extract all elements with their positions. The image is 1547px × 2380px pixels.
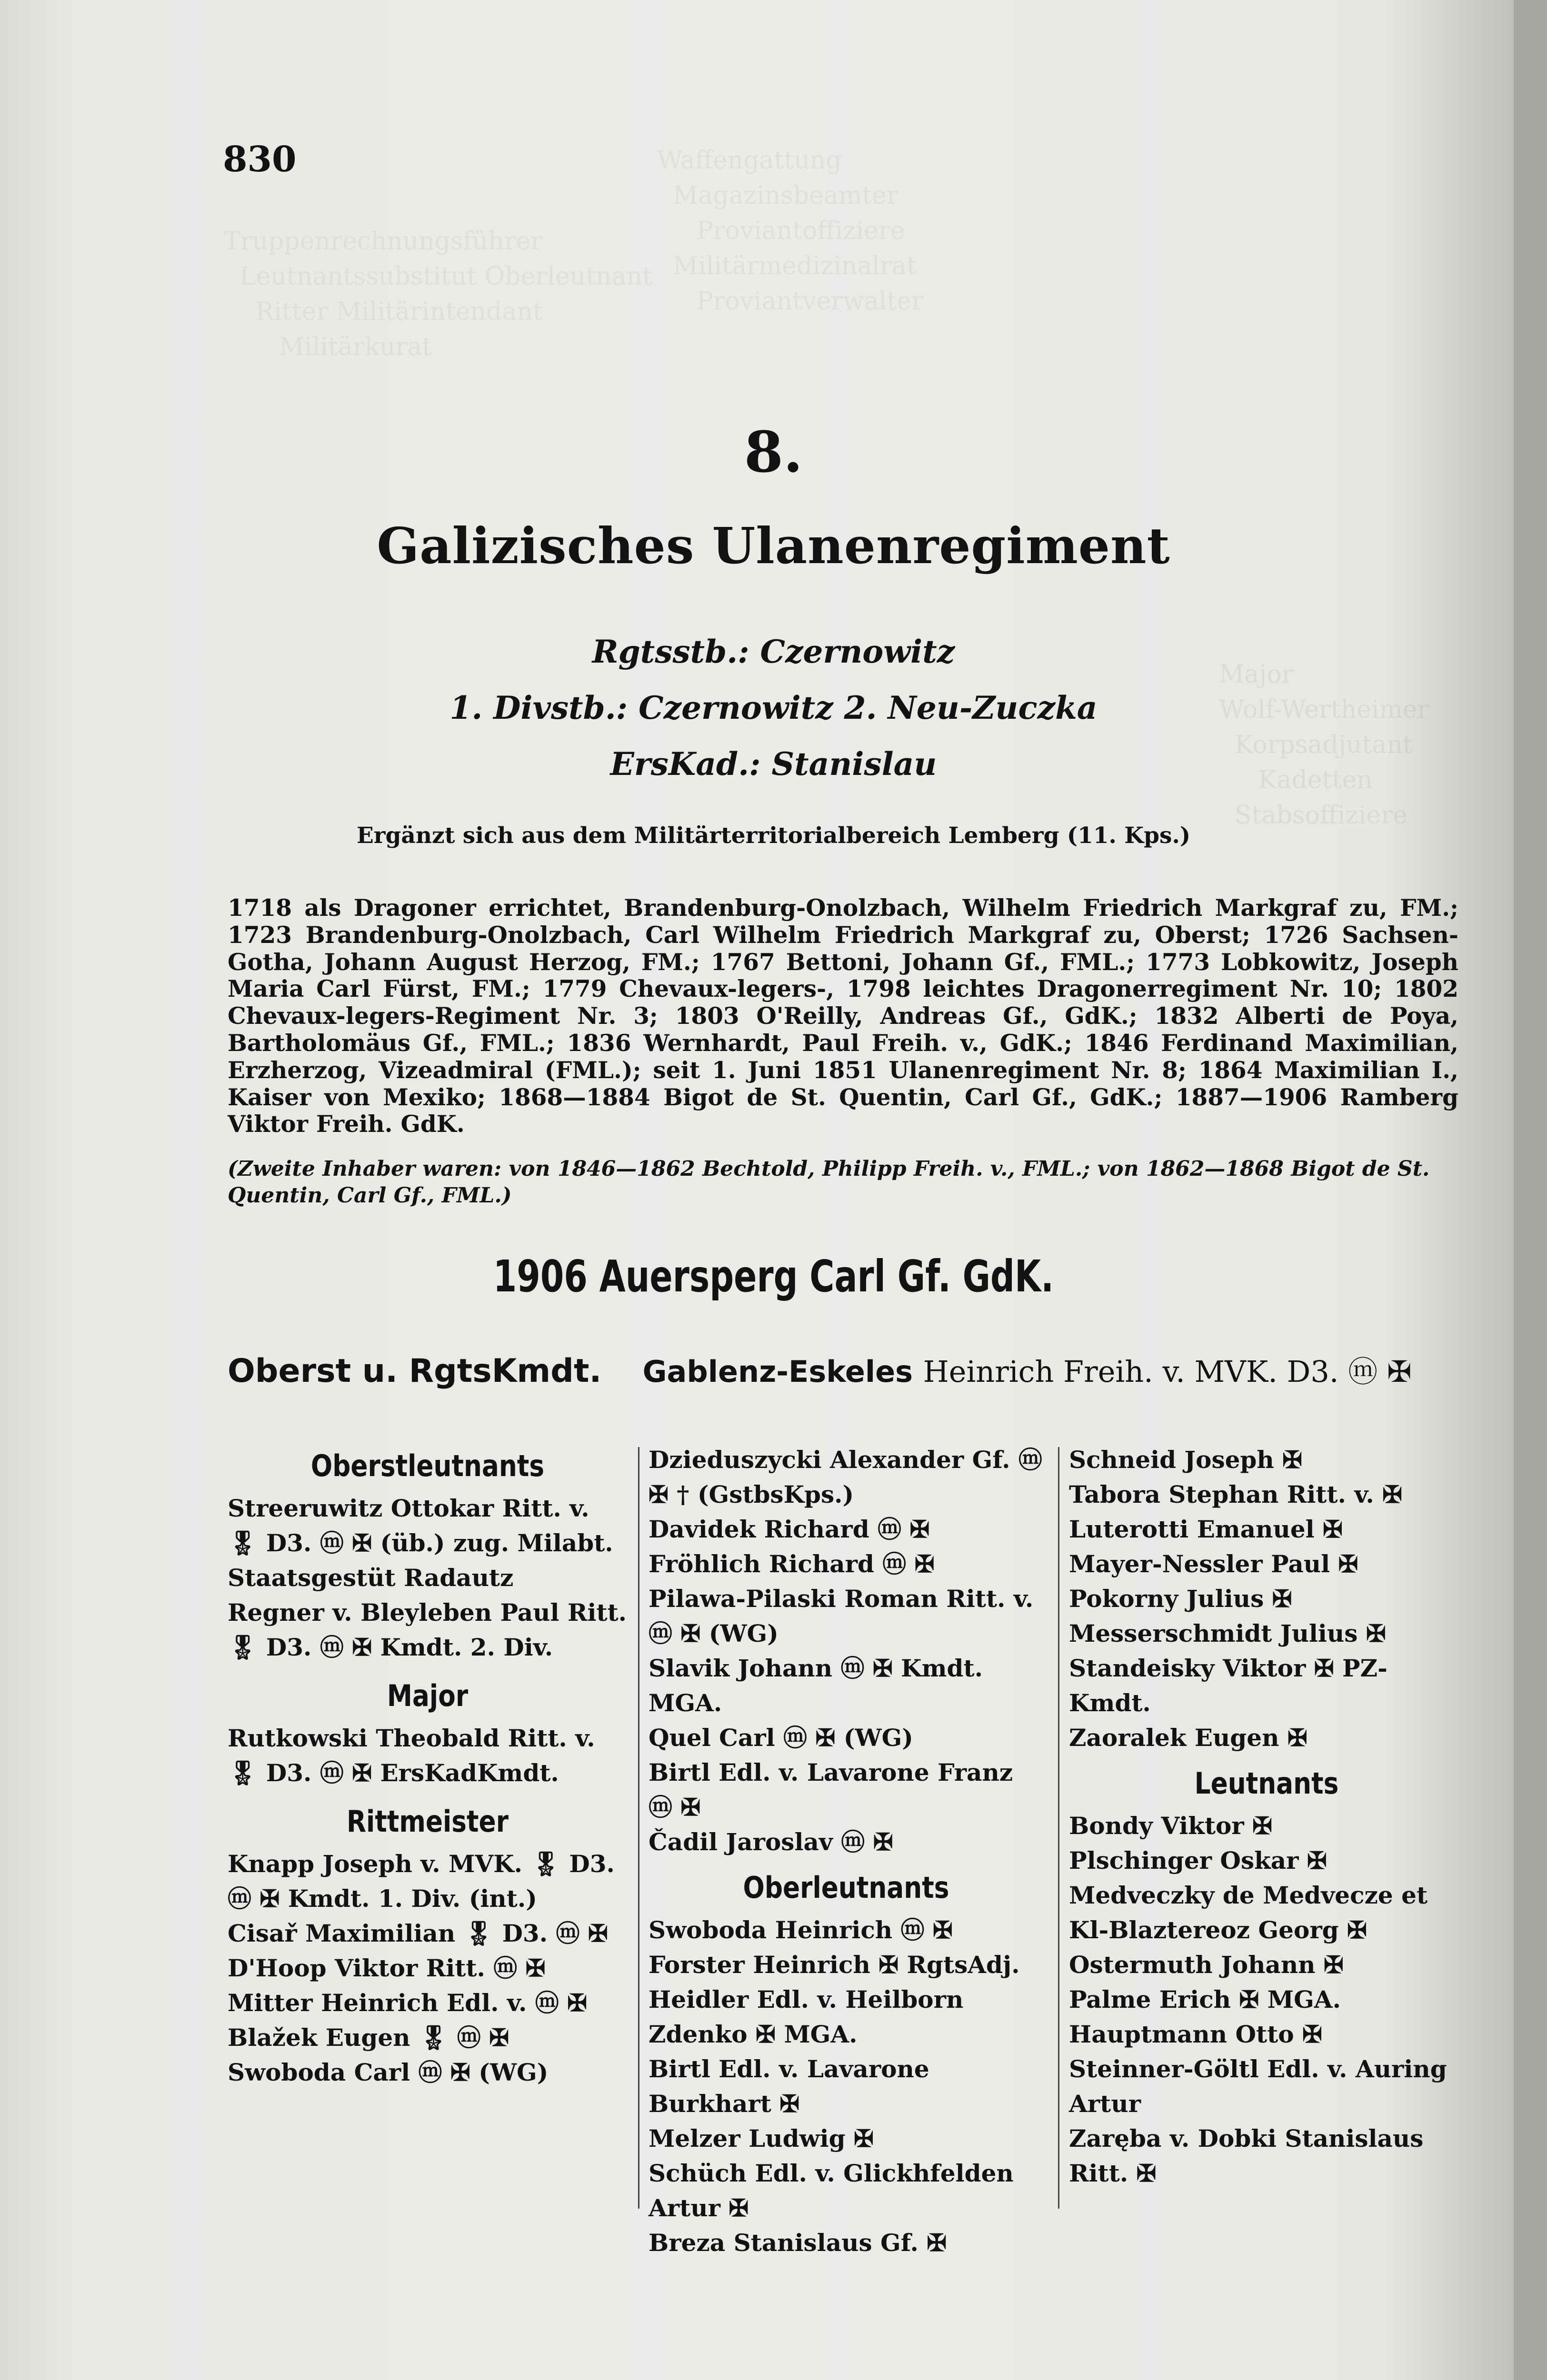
- roster-entry: Plschinger Oskar ✠: [1069, 1846, 1327, 1874]
- roster-entry: Ostermuth Johann ✠: [1069, 1951, 1344, 1979]
- column-divider-1: [638, 1447, 639, 2209]
- section-heading-rittmeister: Rittmeister: [347, 1804, 509, 1839]
- section-heading-oberstleutnants: Oberstleutnants: [310, 1448, 545, 1483]
- section-heading-oberleutnants: Oberleutnants: [743, 1870, 949, 1905]
- section-heading-leutnants: Leutnants: [1194, 1766, 1339, 1801]
- commander-rank: Oberst u. RgtsKmdt.: [228, 1352, 602, 1390]
- commander-surname: Gablenz-Eskeles: [642, 1354, 913, 1389]
- roster-column-3: [1069, 1442, 1464, 2191]
- bleed-through-right: Major Wolf-Wertheimer Korpsadjutant Kadetten Stabsoffiziere: [1219, 660, 1429, 830]
- roster-entry: D'Hoop Viktor Ritt. ⓜ ✠: [228, 1954, 546, 1982]
- roster-entry: Steinner-Göltl Edl. v. Auring Artur: [1069, 2055, 1447, 2118]
- roster-entry: Blažek Eugen 🎖 ⓜ ✠: [228, 2023, 509, 2052]
- roster-entry: Knapp Joseph v. MVK. 🎖 D3. ⓜ ✠ Kmdt. 1. Div. (int.): [228, 1850, 615, 1913]
- regiment-history: 1718 als Dragoner errichtet, Brandenburg-Onolzbach, Wilhelm Friedrich Markgraf zu, FM.; 1723 Brandenburg-Onolzbach, Carl Wilhelm Friedrich Markgraf zu, Oberst; 1726 Sachsen-Gotha, Johann August Herzog, FM.; 1767 Bettoni, Johann Gf., FML.; 1773 Lobkowitz, Joseph Maria Carl Fürst, FM.; 1779 Chevaux-legers-, 1798 leichtes Dragonerregiment Nr. 10; 1802 Chevaux-legers-Regiment Nr. 3; 1803 O'Reilly, Andreas Gf., GdK.; 1832 Alberti de Poya, Bartholomäus Gf., FML.; 1836 Wernhardt, Paul Freih. v., GdK.; 1846 Ferdinand Maximilian, Erzherzog, Vizeadmiral (FML.); seit 1. Juni 1851 Ulanenregiment Nr. 8; 1864 Maximilian I., Kaiser von Mexiko; 1868—1884 Bigot de St. Quentin, Carl Gf., GdK.; 1887—1906 Ramberg Viktor Freih. GdK.: [228, 894, 1458, 1138]
- roster-entry: Medveczky de Medvecze et Kl-Blaztereoz Georg ✠: [1069, 1881, 1428, 1944]
- commander-details: Heinrich Freih. v. MVK. D3. ⓜ ✠: [923, 1354, 1412, 1389]
- location-staff: Rgtsstb.: Czernowitz: [592, 633, 955, 670]
- roster-entry: Dzieduszycki Alexander Gf. ⓜ ✠ † (GstbsKps.): [649, 1446, 1042, 1508]
- regiment-number: 8.: [744, 419, 803, 485]
- bleed-through-left: [224, 224, 652, 365]
- roster-entry: Heidler Edl. v. Heilborn Zdenko ✠ MGA.: [649, 1985, 964, 2048]
- recruitment-note: Ergänzt sich aus dem Militärterritorialbereich Lemberg (11. Kps.): [356, 823, 1191, 849]
- roster-entry: Standeisky Viktor ✠ PZ-Kmdt.: [1069, 1654, 1387, 1717]
- roster-entry: Fröhlich Richard ⓜ ✠: [649, 1550, 935, 1578]
- roster-entry: Schneid Joseph ✠: [1069, 1446, 1303, 1474]
- roster-entry: Regner v. Bleyleben Paul Ritt. 🎖 D3. ⓜ ✠ Kmdt. 2. Div.: [228, 1598, 627, 1661]
- roster-entry: Zaoralek Eugen ✠: [1069, 1724, 1307, 1752]
- commander-line: [228, 1348, 1412, 1390]
- second-owners-note: (Zweite Inhaber waren: von 1846—1862 Bechtold, Philipp Freih. v., FML.; von 1862—1868 Bigot de St. Quentin, Carl Gf., FML.): [228, 1157, 1430, 1208]
- roster-entry: Luterotti Emanuel ✠: [1069, 1515, 1343, 1543]
- page-edge-shadow: [1514, 0, 1547, 2380]
- roster-entry: Schüch Edl. v. Glickhfelden Artur ✠: [649, 2159, 1014, 2222]
- page-number: 830: [223, 139, 297, 180]
- roster-entry: Hauptmann Otto ✠: [1069, 2020, 1322, 2048]
- roster-entry: Davidek Richard ⓜ ✠: [649, 1515, 930, 1543]
- roster-entry: Birtl Edl. v. Lavarone Franz ⓜ ✠: [649, 1758, 1013, 1821]
- roster-entry: Quel Carl ⓜ ✠ (WG): [649, 1724, 913, 1752]
- roster-entry: Birtl Edl. v. Lavarone Burkhart ✠: [649, 2055, 929, 2118]
- section-heading-major: Major: [387, 1678, 469, 1713]
- roster-entry: Cisař Maximilian 🎖 D3. ⓜ ✠: [228, 1919, 608, 1947]
- roster-entry: Swoboda Carl ⓜ ✠ (WG): [228, 2058, 549, 2086]
- roster-column-2: [649, 1442, 1044, 2260]
- roster-entry: Mitter Heinrich Edl. v. ⓜ ✠: [228, 1989, 588, 2017]
- roster-entry: Mayer-Nessler Paul ✠: [1069, 1550, 1358, 1578]
- roster-entry: Pilawa-Pilaski Roman Ritt. v. ⓜ ✠ (WG): [649, 1585, 1034, 1647]
- roster-entry: Pokorny Julius ✠: [1069, 1585, 1292, 1613]
- roster-entry: Messerschmidt Julius ✠: [1069, 1619, 1386, 1647]
- roster-entry: Streeruwitz Ottokar Ritt. v. 🎖 D3. ⓜ ✠ (üb.) zug. Milabt. Staatsgestüt Radautz: [228, 1494, 613, 1592]
- roster-entry: Zaręba v. Dobki Stanislaus Ritt. ✠: [1069, 2124, 1424, 2187]
- roster-entry: Palme Erich ✠ MGA.: [1069, 1985, 1341, 2013]
- roster-entry: Forster Heinrich ✠ RgtsAdj.: [649, 1951, 1020, 1979]
- roster-entry: Swoboda Heinrich ⓜ ✠: [649, 1916, 953, 1944]
- roster-entry: Slavik Johann ⓜ ✠ Kmdt. MGA.: [649, 1654, 983, 1717]
- location-divisions: 1. Divstb.: Czernowitz 2. Neu-Zuczka: [449, 689, 1098, 726]
- roster-entry: Tabora Stephan Ritt. v. ✠: [1069, 1480, 1403, 1508]
- roster-entry: Čadil Jaroslav ⓜ ✠: [649, 1828, 893, 1856]
- roster-entry: Melzer Ludwig ✠: [649, 2124, 874, 2152]
- regiment-owner: 1906 Auersperg Carl Gf. GdK.: [493, 1251, 1054, 1302]
- roster-entry: Bondy Viktor ✠: [1069, 1812, 1273, 1840]
- bleed-through-center: [657, 143, 923, 319]
- page-title: Galizisches Ulanenregiment: [377, 516, 1170, 575]
- roster-column-1: [228, 1442, 628, 2090]
- roster-entry: Breza Stanislaus Gf. ✠: [649, 2229, 947, 2257]
- location-reserve: ErsKad.: Stanislau: [610, 745, 937, 783]
- roster-entry: Rutkowski Theobald Ritt. v. 🎖 D3. ⓜ ✠ ErsKadKmdt.: [228, 1724, 595, 1787]
- column-divider-2: [1058, 1447, 1059, 2209]
